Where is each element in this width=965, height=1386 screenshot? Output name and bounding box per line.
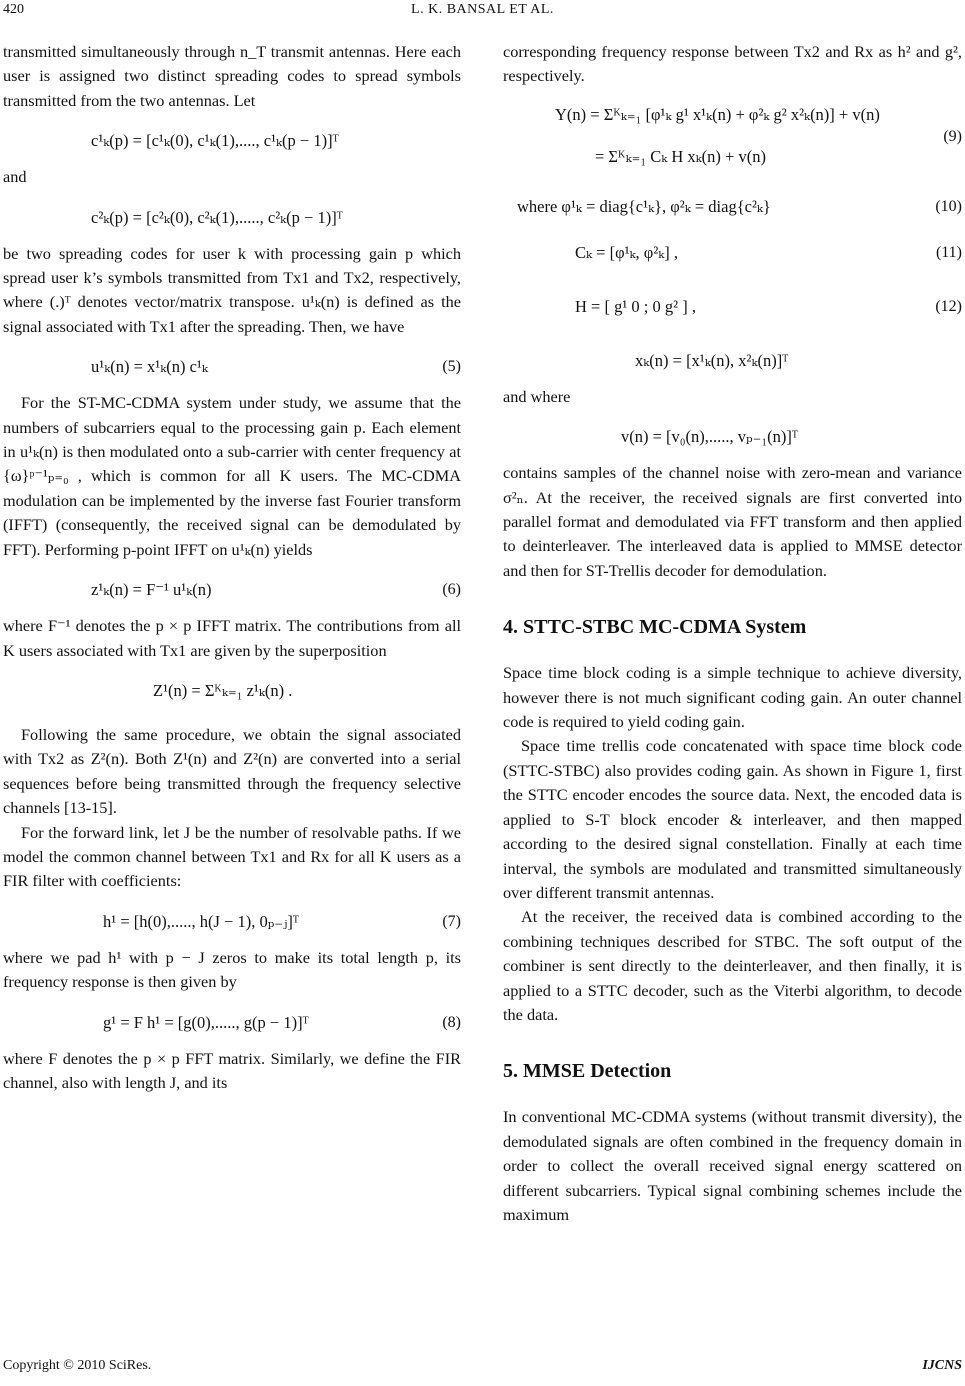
paragraph: For the ST-MC-CDMA system under study, we assume that the numbers of subcarriers equal to the processing gain p. Each element in u¹ₖ(n) is then modulated onto a sub-carrier with center frequency at {ω}ᵖ⁻¹ₚ₌₀ , which is common for all K users. The MC-CDMA modulation can be implemented by the inverse fast Fourier transform (IFFT) (consequently, the received signal can be demodulated by FFT). Performing p-point IFFT on u¹ₖ(n) yields: [3, 393, 461, 559]
equation: [3, 568, 461, 608]
equation: [3, 119, 461, 159]
equation-number: (7): [442, 912, 461, 930]
equation: [503, 231, 962, 271]
equation: [3, 669, 461, 717]
equation-noise-vector: v(n) = [v₀(n),....., vₚ₋₁(n)]ᵀ: [621, 427, 798, 447]
equation-11: Cₖ = [φ¹ₖ, φ²ₖ] ,: [575, 242, 679, 262]
equation: [503, 185, 962, 225]
paragraph: In conventional MC-CDMA systems (without transmit diversity), the demodulated signals are often combined in the frequency domain in order to collect the overall received signal energy scattered on different subcarriers. Typical signal combining schemes include the maximum: [503, 1107, 962, 1224]
equation-number: (12): [935, 297, 962, 315]
equation-9b: = Σᴷₖ₌₁ Cₖ H xₖ(n) + v(n): [595, 146, 766, 166]
equation-8: g¹ = F h¹ = [g(0),....., g(p − 1)]ᵀ: [103, 1012, 309, 1032]
equation-number: (10): [935, 197, 962, 215]
page-number: 420: [3, 2, 24, 17]
equation: [503, 277, 962, 333]
paragraph: transmitted simultaneously through n_T transmit antennas. Here each user is assigned two distinct spreading codes to spread symbols transmitted from the two antennas. Let: [3, 42, 461, 110]
equation-7: h¹ = [h(0),....., h(J − 1), 0ₚ₋ⱼ]ᵀ: [103, 911, 299, 931]
equation: [3, 1001, 461, 1041]
equation-6: z¹ₖ(n) = F⁻¹ u¹ₖ(n): [91, 580, 212, 600]
equation-number: (5): [442, 358, 461, 376]
equation: [3, 196, 461, 236]
equation-number: (9): [943, 127, 962, 145]
equation-10: where φ¹ₖ = diag{c¹ₖ}, φ²ₖ = diag{c²ₖ}: [517, 196, 771, 216]
equation-spreading-code-1: c¹ₖ(p) = [c¹ₖ(0), c¹ₖ(1),...., c¹ₖ(p − 1)]ᵀ: [91, 131, 339, 151]
right-column: [503, 40, 962, 1227]
equation-number: (8): [442, 1013, 461, 1031]
equation-x-vector: xₖ(n) = [x¹ₖ(n), x²ₖ(n)]ᵀ: [635, 350, 789, 370]
equation: [503, 339, 962, 379]
paragraph: Space time trellis code concatenated with space time block code (STTC-STBC) also provides coding gain. As shown in Figure 1, first the STTC encoder encodes the source data. Next, the encoded data is applied to S-T block encoder & interleaver, and then mapped according to the desired signal constellation. Finally at each time interval, the symbols are modulated and transmitted simultaneously over different transmit antennas.: [503, 736, 962, 902]
equation-superposition: Z¹(n) = Σᴷₖ₌₁ z¹ₖ(n) .: [153, 680, 293, 700]
equation: [503, 415, 962, 455]
equation-number: (11): [935, 243, 962, 261]
equation-number: (6): [442, 581, 461, 599]
paragraph: where F⁻¹ denotes the p × p IFFT matrix. The contributions from all K users associated with Tx1 are given by the superposition: [3, 616, 461, 660]
equation: [503, 95, 962, 179]
equation-spreading-code-2: c²ₖ(p) = [c²ₖ(0), c²ₖ(1),....., c²ₖ(p − 1)]ᵀ: [91, 207, 343, 227]
equation: [3, 900, 461, 940]
section-heading-5: 5. MMSE Detection: [503, 1060, 672, 1083]
paragraph: be two spreading codes for user k with processing gain p which spread user k’s symbols transmitted from Tx1 and Tx2, respectively, where (.)ᵀ denotes vector/matrix transpose. u¹ₖ(n) is defined as the signal associated with Tx1 after the spreading. Then, we have: [3, 243, 461, 336]
equation: [3, 345, 461, 385]
paragraph: Following the same procedure, we obtain the signal associated with Tx2 as Z²(n). Both Z¹(n) and Z²(n) are converted into a serial sequences before being transmitted through the frequency selective channels [13-15].: [3, 724, 461, 818]
footer-journal: IJCNS: [922, 1358, 962, 1373]
paragraph: contains samples of the channel noise with zero-mean and variance σ²ₙ. At the receiver, the received signals are first converted into parallel format and demodulated via FFT transform and then applied to deinterleaver. The interleaved data is applied to MMSE detector and then for ST-Trellis decoder for demodulation.: [503, 463, 962, 580]
equation-9a: Y(n) = Σᴷₖ₌₁ [φ¹ₖ g¹ x¹ₖ(n) + φ²ₖ g² x²ₖ(n)] + v(n): [555, 104, 880, 124]
paragraph: corresponding frequency response between Tx2 and Rx as h² and g², respectively.: [503, 42, 962, 86]
equation-12: H = [ g¹ 0 ; 0 g² ] ,: [575, 296, 696, 316]
paragraph: and: [3, 167, 27, 187]
left-column: [3, 40, 461, 1095]
paragraph: Space time block coding is a simple technique to achieve diversity, however there is not much significant coding gain. An outer channel code is required to yield coding gain.: [503, 663, 962, 732]
equation-5: u¹ₖ(n) = x¹ₖ(n) c¹ₖ: [91, 357, 208, 377]
paragraph: For the forward link, let J be the number of resolvable paths. If we model the common channel between Tx1 and Rx for all K users as a FIR filter with coefficients:: [3, 822, 461, 891]
paragraph: where we pad h¹ with p − J zeros to make its total length p, its frequency response is then given by: [3, 947, 461, 992]
section-heading-4: 4. STTC-STBC MC-CDMA System: [503, 616, 807, 639]
paragraph: and where: [503, 386, 571, 406]
running-title: L. K. BANSAL ET AL.: [411, 2, 554, 17]
paragraph: At the receiver, the received data is combined according to the combining techniques described for STBC. The soft output of the combiner is sent directly to the deinterleaver, and then finally, it is applied to a STTC decoder, such as the Viterbi algorithm, to decode the data.: [503, 907, 962, 1024]
paragraph: where F denotes the p × p FFT matrix. Similarly, we define the FIR channel, also with length J, and its: [3, 1048, 461, 1092]
footer-copyright: Copyright © 2010 SciRes.: [3, 1358, 152, 1373]
